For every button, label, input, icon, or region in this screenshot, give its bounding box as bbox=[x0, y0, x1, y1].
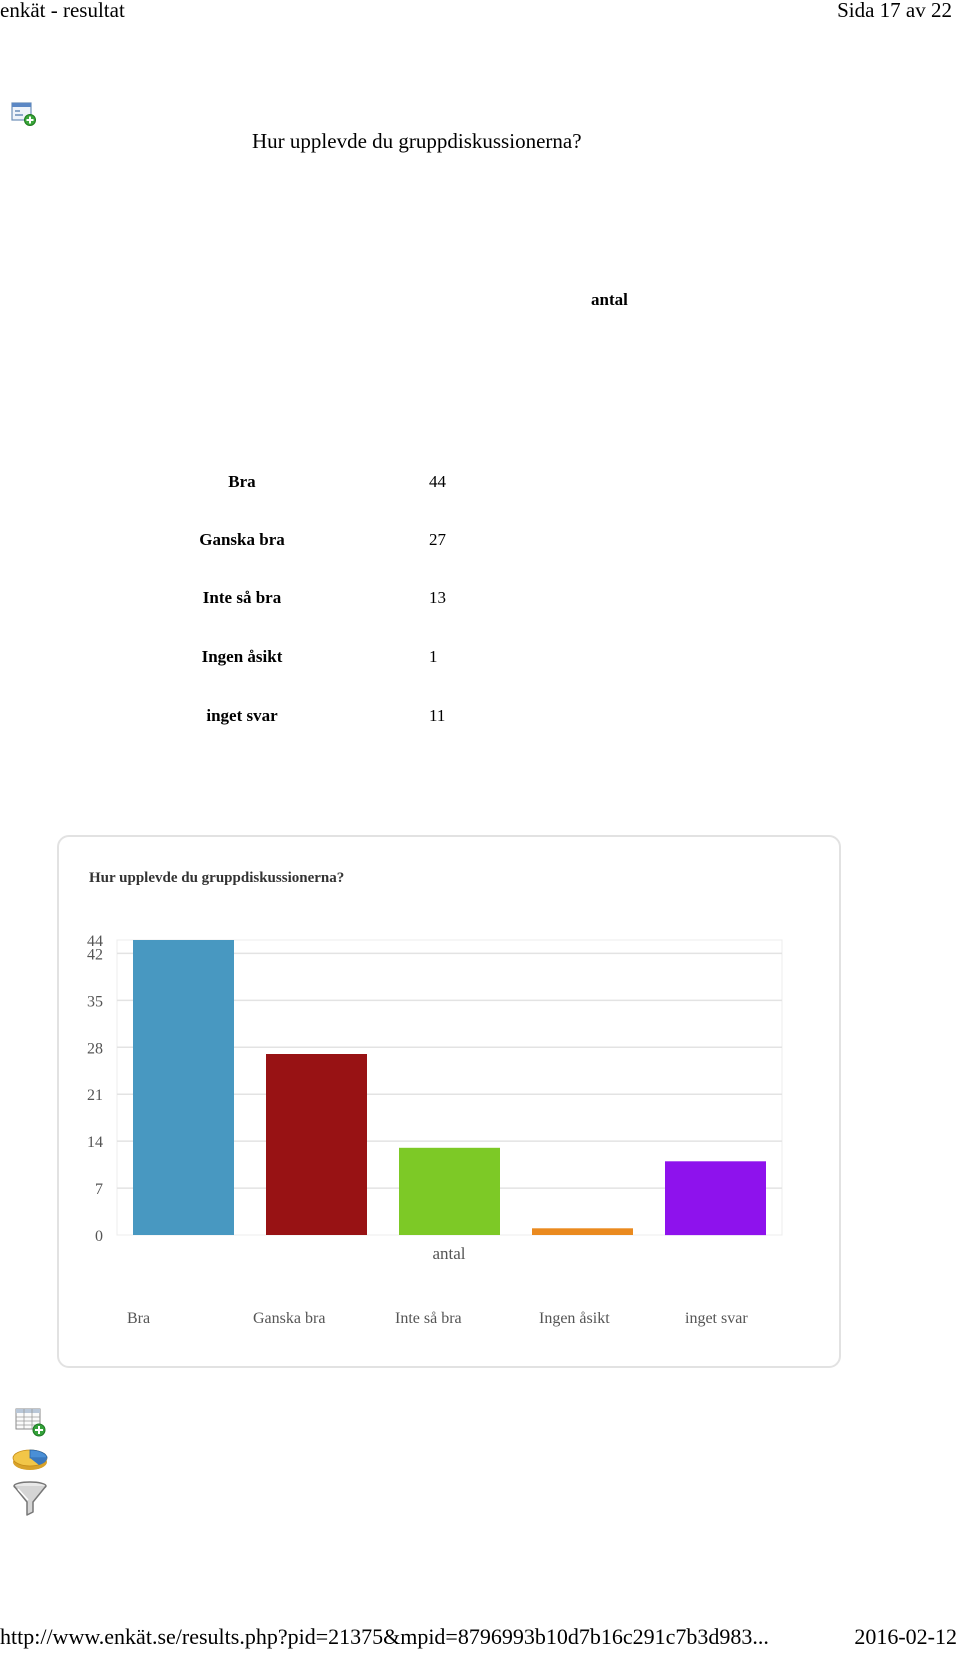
result-label: inget svar bbox=[206, 706, 278, 725]
result-value: 11 bbox=[429, 706, 446, 725]
result-value: 13 bbox=[429, 588, 446, 607]
result-label: Ingen åsikt bbox=[201, 647, 283, 666]
y-tick-label: 42 bbox=[87, 946, 103, 964]
pie-chart-icon[interactable] bbox=[11, 1445, 49, 1473]
bar-ingen-åsikt[interactable] bbox=[532, 1228, 633, 1235]
page-indicator: Sida 17 av 22 bbox=[837, 0, 952, 22]
bar-inget-svar[interactable] bbox=[665, 1161, 766, 1235]
y-tick-label: 7 bbox=[95, 1181, 103, 1199]
legend-item[interactable]: inget svar bbox=[685, 1310, 748, 1327]
y-tick-label: 35 bbox=[87, 993, 103, 1011]
result-label: Inte så bra bbox=[202, 588, 282, 607]
add-table-icon[interactable] bbox=[15, 1408, 47, 1438]
result-value: 44 bbox=[429, 472, 446, 491]
legend-item[interactable]: Ganska bra bbox=[253, 1310, 326, 1327]
y-tick-label: 0 bbox=[95, 1228, 103, 1245]
bar-inte-så-bra[interactable] bbox=[399, 1148, 500, 1235]
y-tick-label: 14 bbox=[87, 1134, 103, 1152]
y-tick-label: 28 bbox=[87, 1040, 103, 1058]
bar-ganska-bra[interactable] bbox=[266, 1054, 367, 1235]
chart-title: Hur upplevde du gruppdiskussionerna? bbox=[89, 870, 345, 886]
document-title: enkät - resultat bbox=[0, 0, 125, 22]
page-url: http://www.enkät.se/results.php?pid=21375&mpid=8796993b10d7b16c291c7b3d983... bbox=[0, 1624, 769, 1649]
question-title: Hur upplevde du gruppdiskussionerna? bbox=[252, 129, 582, 153]
result-label: Ganska bra bbox=[199, 530, 285, 549]
bar-chart bbox=[59, 837, 839, 1366]
result-label: Bra bbox=[228, 472, 256, 491]
y-tick-label: 21 bbox=[87, 1087, 103, 1105]
legend-item[interactable]: Ingen åsikt bbox=[539, 1310, 610, 1327]
y-tick-label: 44 bbox=[87, 933, 103, 950]
legend-item[interactable]: Bra bbox=[127, 1310, 151, 1327]
x-axis-label: antal bbox=[432, 1244, 466, 1263]
chart-card bbox=[57, 835, 841, 1368]
filter-icon[interactable] bbox=[12, 1480, 48, 1518]
print-date: 2016-02-12 bbox=[854, 1624, 957, 1649]
add-chart-icon[interactable] bbox=[11, 101, 37, 127]
result-value: 27 bbox=[429, 530, 446, 549]
bar-bra[interactable] bbox=[133, 940, 234, 1235]
results-column-header: antal bbox=[591, 290, 628, 309]
legend-item[interactable]: Inte så bra bbox=[395, 1310, 462, 1327]
result-value: 1 bbox=[429, 647, 438, 666]
